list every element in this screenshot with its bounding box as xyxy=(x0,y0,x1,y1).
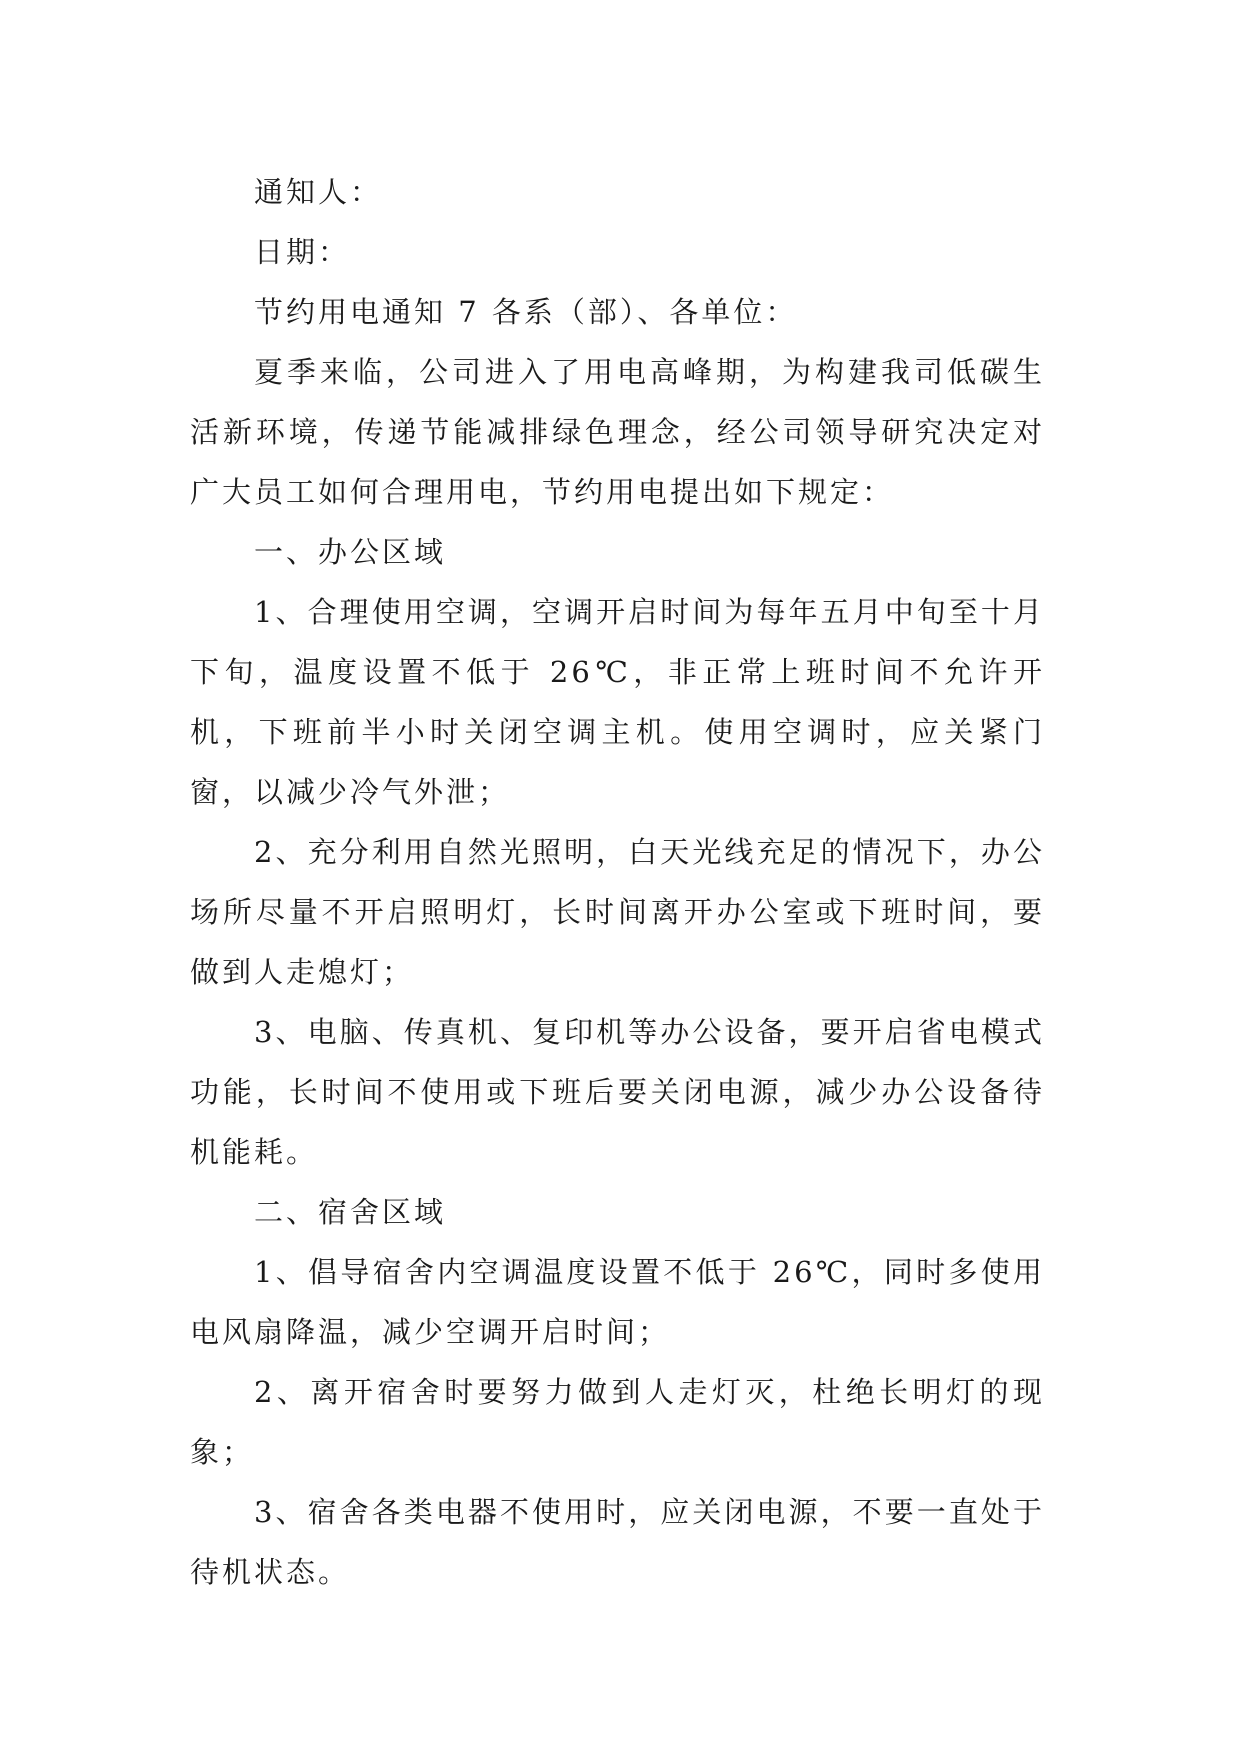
notice-title-recipients: 节约用电通知 7 各系（部）、各单位： xyxy=(254,295,798,329)
notifier-line: 通知人： xyxy=(254,175,383,209)
dorm-rule-1: 1、倡导宿舍内空调温度设置不低于 26℃，同时多使用电风扇降温，减少空调开启时间； xyxy=(190,1255,1045,1349)
dorm-rule-2: 2、离开宿舍时要努力做到人走灯灭，杜绝长明灯的现象； xyxy=(190,1375,1045,1469)
section-heading-dormitory: 二、宿舍区域 xyxy=(254,1195,447,1229)
office-rule-2: 2、充分利用自然光照明，白天光线充足的情况下，办公场所尽量不开启照明灯，长时间离开办公室或下班时间，要做到人走熄灯； xyxy=(190,835,1045,989)
date-line: 日期： xyxy=(254,235,351,269)
office-rule-3: 3、电脑、传真机、复印机等办公设备，要开启省电模式功能，长时间不使用或下班后要关闭电源，减少办公设备待机能耗。 xyxy=(190,1015,1045,1169)
intro-paragraph: 夏季来临，公司进入了用电高峰期，为构建我司低碳生活新环境，传递节能减排绿色理念，经公司领导研究决定对广大员工如何合理用电，节约用电提出如下规定： xyxy=(190,355,1045,509)
office-rule-1: 1、合理使用空调，空调开启时间为每年五月中旬至十月下旬，温度设置不低于 26℃，非正常上班时间不允许开机，下班前半小时关闭空调主机。使用空调时，应关紧门窗，以减少冷气外泄； xyxy=(190,595,1045,809)
dorm-rule-3: 3、宿舍各类电器不使用时，应关闭电源，不要一直处于待机状态。 xyxy=(190,1495,1045,1589)
section-heading-office: 一、办公区域 xyxy=(254,535,447,569)
document-body xyxy=(190,162,1045,1602)
